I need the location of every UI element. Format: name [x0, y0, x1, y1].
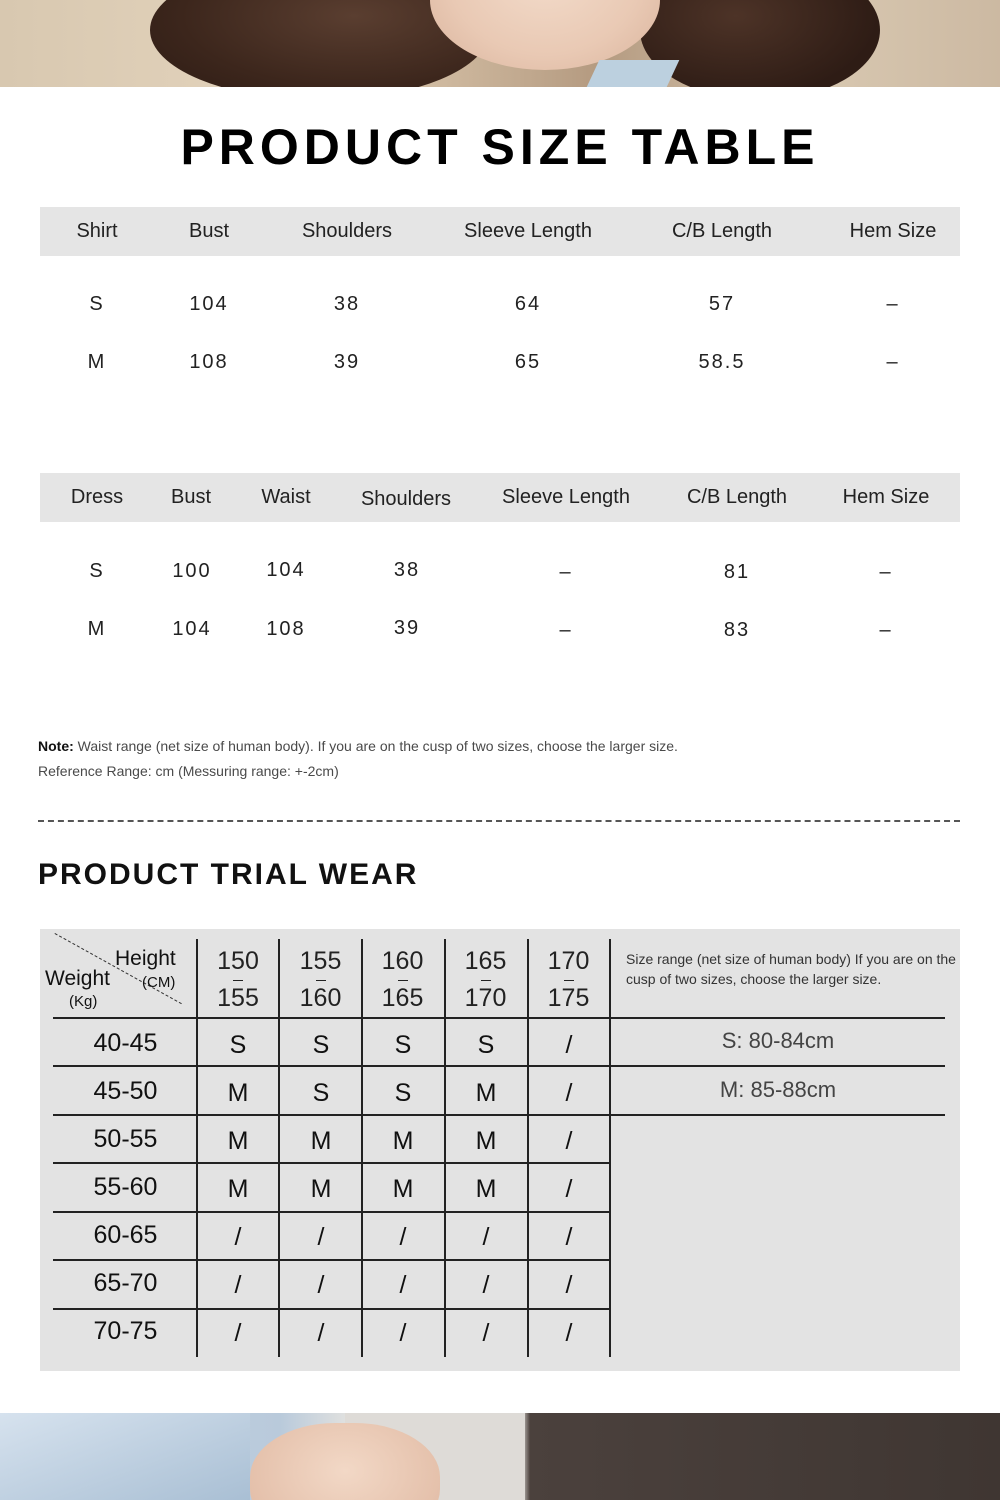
size-cell: S	[394, 1079, 412, 1107]
size-cell: M	[227, 1175, 249, 1203]
size-cell: /	[317, 1223, 325, 1251]
table-cell: –	[559, 561, 573, 583]
table-cell: 39	[393, 617, 421, 639]
shirt-header-cell: Sleeve Length	[464, 220, 592, 242]
table-cell: –	[879, 561, 893, 583]
grid-line	[53, 1065, 945, 1067]
table-cell: S	[89, 560, 105, 582]
table-cell: 104	[189, 293, 229, 315]
size-cell: /	[399, 1271, 407, 1299]
size-range-note: Size range (net size of human body) If you are on the cusp of two sizes, choose the larger size.	[626, 951, 956, 987]
dress-size-table	[40, 473, 960, 673]
height-from: 165	[464, 947, 507, 975]
size-cell: /	[317, 1271, 325, 1299]
size-cell: M	[310, 1175, 332, 1203]
size-cell: M	[310, 1127, 332, 1155]
height-to: 170	[464, 984, 507, 1012]
range-dash	[481, 980, 491, 981]
table-cell: 64	[514, 293, 542, 315]
size-cell: /	[234, 1271, 242, 1299]
table-cell: S	[89, 293, 105, 315]
shirt-table-header	[40, 207, 960, 256]
size-cell: M	[227, 1127, 249, 1155]
height-from: 160	[381, 947, 424, 975]
range-dash	[233, 980, 243, 981]
weight-label: 55-60	[93, 1173, 158, 1201]
range-dash	[564, 980, 574, 981]
shirt-header-cell: Hem Size	[849, 220, 937, 242]
trial-wear-table	[40, 929, 960, 1371]
grid-line	[53, 1017, 945, 1019]
shirt-size-table	[40, 207, 960, 407]
size-cell: /	[317, 1319, 325, 1347]
page-title: PRODUCT SIZE TABLE	[180, 119, 820, 175]
weight-label: 40-45	[93, 1029, 158, 1057]
size-cell: M	[227, 1079, 249, 1107]
dress-header-cell: Sleeve Length	[502, 486, 630, 508]
size-cell: M	[392, 1175, 414, 1203]
size-range-m: M: 85-88cm	[719, 1077, 837, 1102]
table-cell: 108	[266, 618, 306, 640]
dress-header-cell: Hem Size	[842, 486, 930, 508]
table-cell: 39	[333, 351, 361, 373]
corner-height-label: Height	[115, 947, 176, 970]
size-cell: /	[565, 1319, 573, 1347]
dress-header-cell: Waist	[261, 486, 311, 508]
height-to: 165	[381, 984, 424, 1012]
table-cell: 108	[189, 351, 229, 373]
size-cell: M	[392, 1127, 414, 1155]
size-cell: /	[565, 1223, 573, 1251]
dress-header-cell: Shoulders	[360, 488, 452, 510]
height-to: 160	[299, 984, 342, 1012]
size-cell: M	[475, 1175, 497, 1203]
size-cell: /	[565, 1127, 573, 1155]
corner-kg-label: (Kg)	[69, 993, 98, 1010]
table-cell: –	[879, 619, 893, 641]
table-cell: –	[559, 619, 573, 641]
height-to: 175	[547, 984, 590, 1012]
dress-header-cell: C/B Length	[686, 486, 788, 508]
size-cell: /	[482, 1271, 490, 1299]
shirt-header-cell: C/B Length	[671, 220, 773, 242]
weight-label: 50-55	[93, 1125, 158, 1153]
size-cell: M	[475, 1079, 497, 1107]
section-divider	[38, 820, 960, 822]
table-cell: 83	[723, 619, 751, 641]
size-cell: S	[477, 1031, 495, 1059]
shirt-header-cell: Shirt	[76, 220, 118, 242]
size-cell: S	[394, 1031, 412, 1059]
shirt-header-cell: Shoulders	[301, 220, 393, 242]
table-cell: 100	[172, 560, 212, 582]
size-cell: /	[399, 1319, 407, 1347]
dress-header-cell: Dress	[70, 486, 124, 508]
range-dash	[316, 980, 326, 981]
size-cell: S	[312, 1031, 330, 1059]
height-from: 150	[217, 947, 259, 975]
shirt-header-cell: Bust	[188, 220, 230, 242]
table-cell: 104	[172, 618, 212, 640]
model-photo-bottom	[0, 1413, 1000, 1500]
note-label: Note:	[38, 738, 74, 754]
table-cell: 38	[333, 293, 361, 315]
size-cell: /	[565, 1175, 573, 1203]
table-cell: M	[87, 618, 107, 640]
table-cell: –	[886, 351, 900, 373]
model-photo-top	[0, 0, 1000, 87]
trial-wear-title: PRODUCT TRIAL WEAR	[38, 858, 419, 891]
table-cell: 81	[723, 561, 751, 583]
corner-cm-label: (CM)	[142, 974, 176, 991]
weight-label: 45-50	[93, 1077, 158, 1105]
height-from: 170	[547, 947, 590, 975]
size-cell: /	[565, 1031, 573, 1059]
size-cell: /	[565, 1271, 573, 1299]
corner-weight-label: Weight	[45, 967, 110, 990]
weight-label: 70-75	[93, 1317, 158, 1345]
dress-header-cell: Bust	[170, 486, 212, 508]
table-cell: 65	[514, 351, 542, 373]
table-cell: M	[87, 351, 107, 373]
weight-label: 60-65	[93, 1221, 158, 1249]
size-cell: /	[565, 1079, 573, 1107]
size-cell: /	[482, 1223, 490, 1251]
note-text: Waist range (net size of human body). If you are on the cusp of two sizes, choose the larger size.	[73, 738, 678, 754]
table-cell: –	[886, 293, 900, 315]
table-cell: 57	[708, 293, 736, 315]
note-waist	[38, 738, 678, 754]
size-cell: /	[234, 1223, 242, 1251]
note-reference: Reference Range: cm (Messuring range: +-2cm)	[38, 763, 339, 779]
size-cell: /	[234, 1319, 242, 1347]
table-cell: 38	[393, 559, 421, 581]
dress-table-header	[40, 473, 960, 522]
height-from: 155	[299, 947, 342, 975]
size-cell: /	[482, 1319, 490, 1347]
table-cell: 104	[266, 559, 306, 581]
height-to: 155	[217, 984, 259, 1012]
range-dash	[398, 980, 408, 981]
size-range-s: S: 80-84cm	[721, 1028, 835, 1053]
size-cell: M	[475, 1127, 497, 1155]
weight-label: 65-70	[93, 1269, 158, 1297]
table-cell: 58.5	[698, 351, 746, 373]
size-cell: /	[399, 1223, 407, 1251]
size-cell: S	[229, 1031, 247, 1059]
size-cell: S	[312, 1079, 330, 1107]
grid-line	[53, 1114, 945, 1116]
